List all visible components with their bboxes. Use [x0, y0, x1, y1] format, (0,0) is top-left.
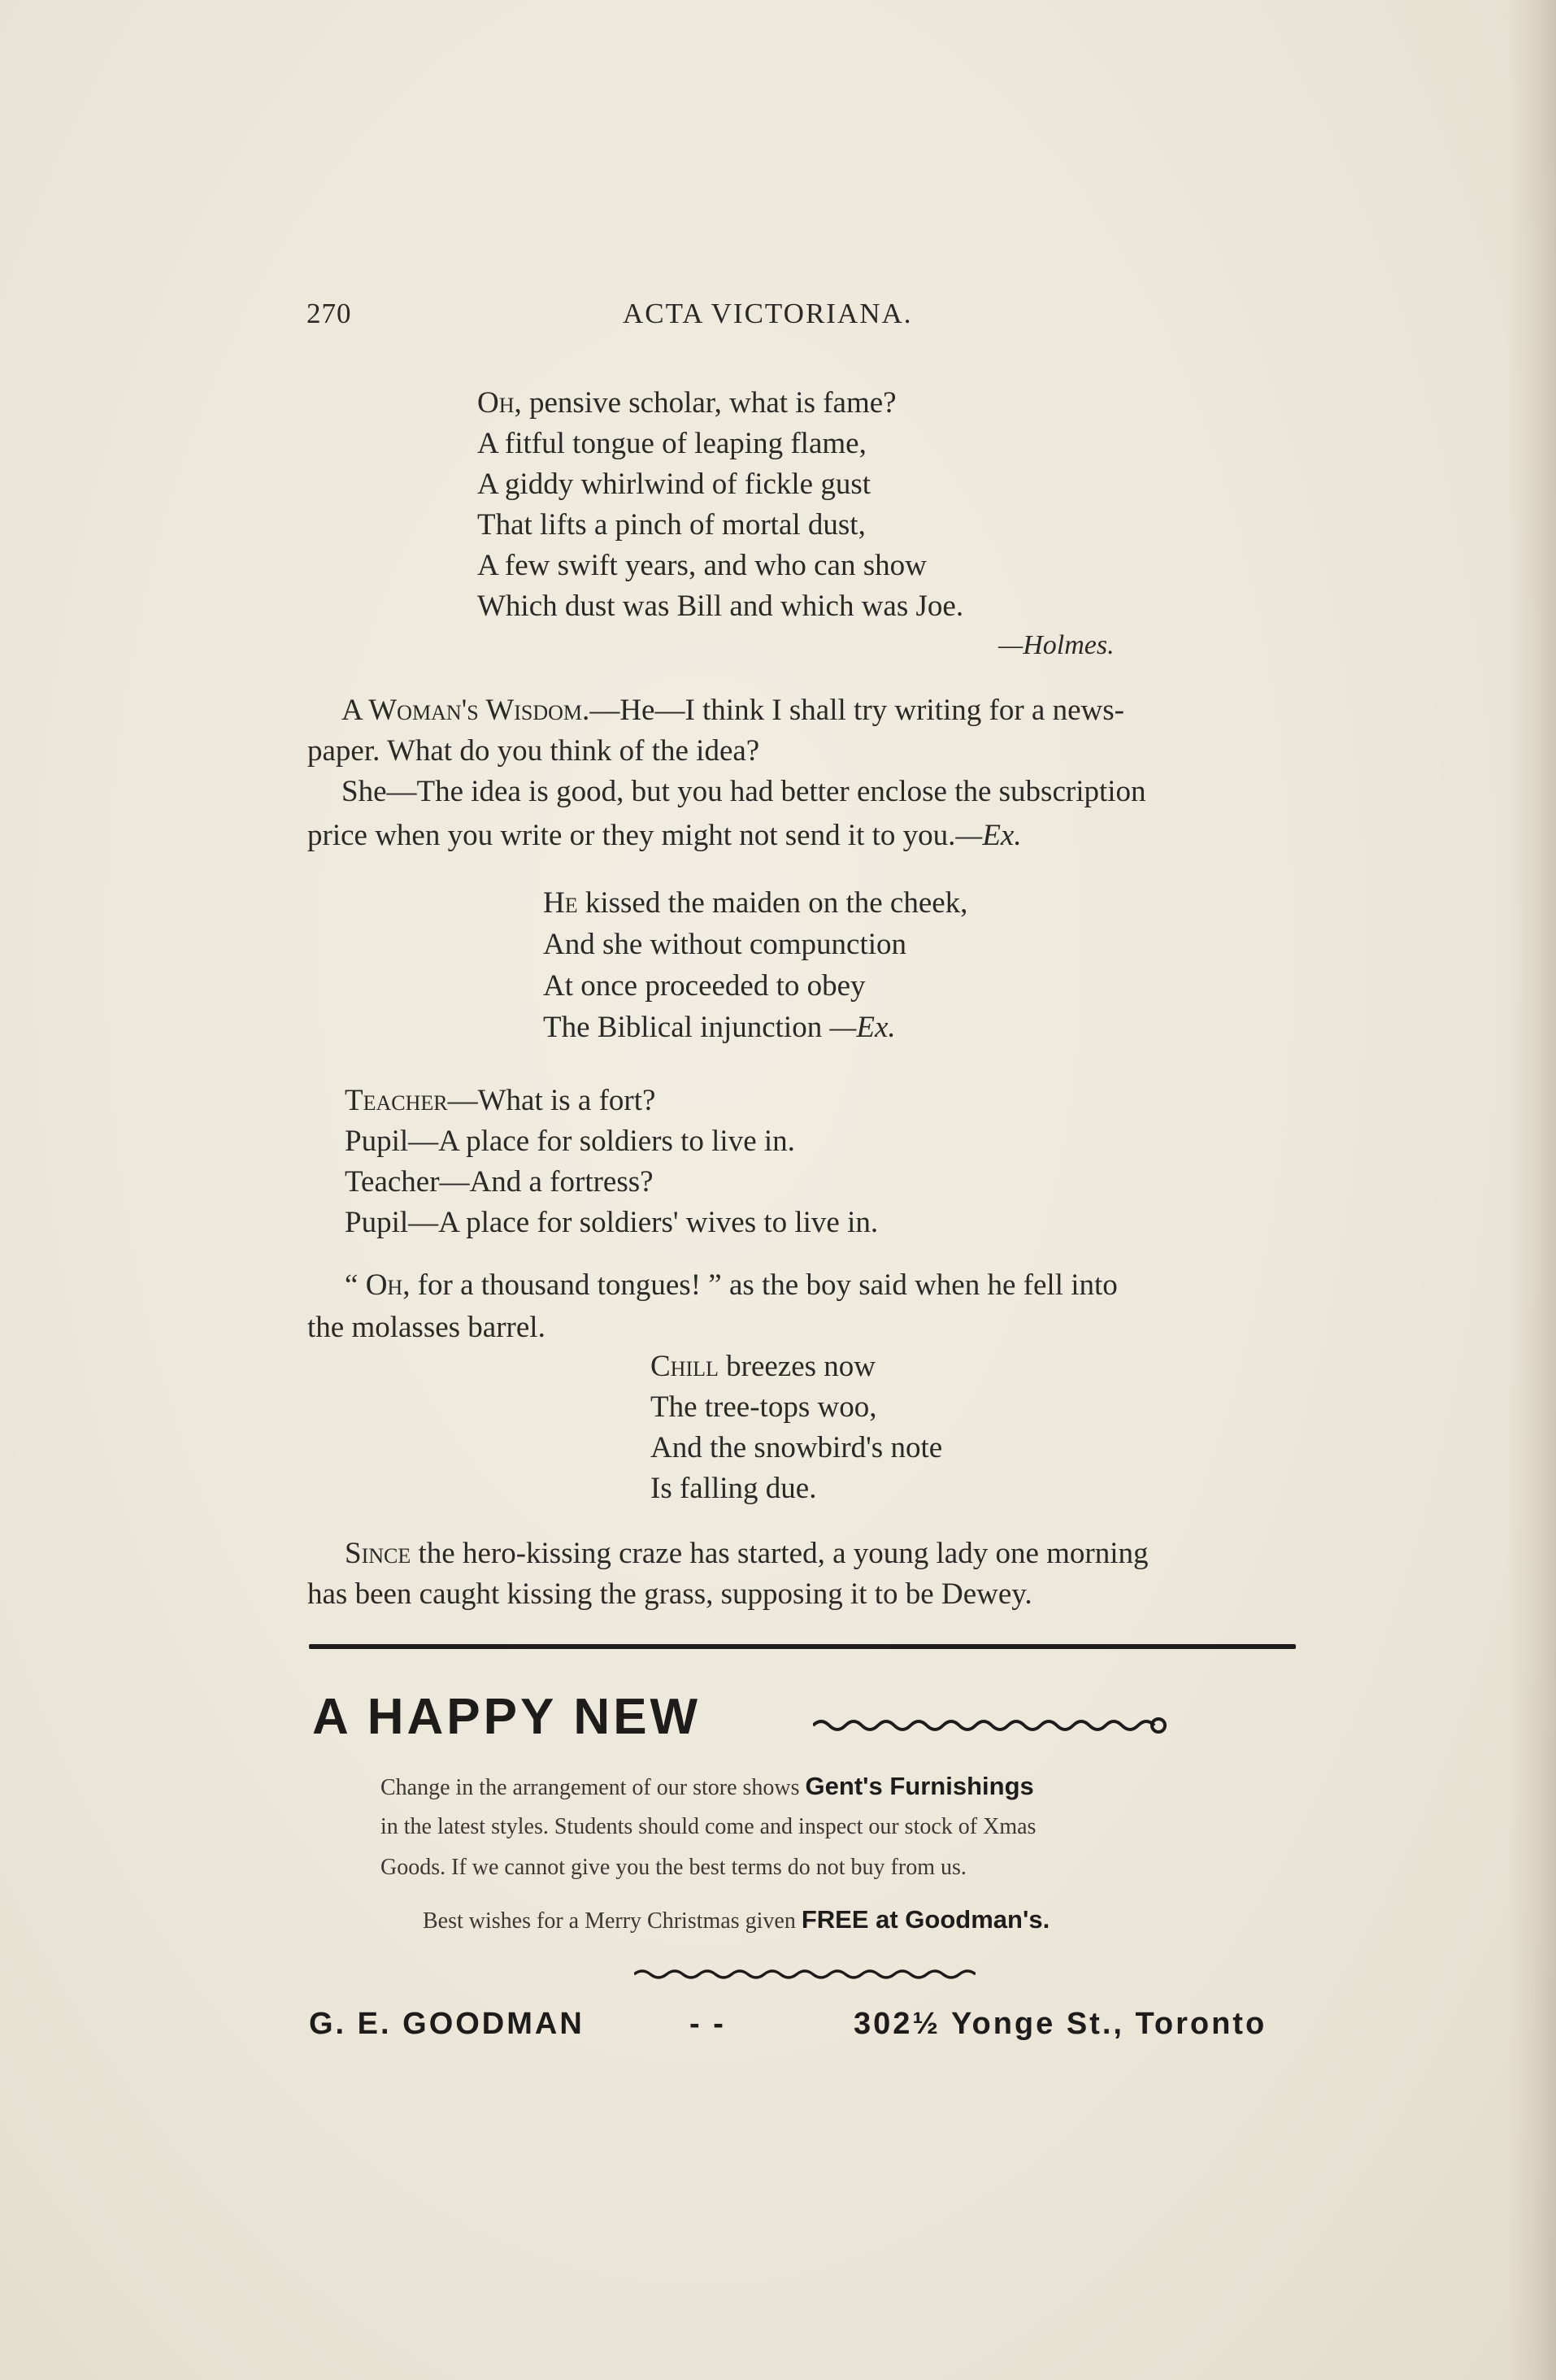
running-head: ACTA VICTORIANA.	[623, 298, 913, 329]
paragraph-line: has been caught kissing the grass, supposing it to be Dewey.	[307, 1577, 1032, 1611]
page-number: 270	[306, 298, 352, 329]
poem-line: At once proceeded to obey	[543, 969, 866, 1003]
section-divider-rule	[309, 1644, 1296, 1649]
poem-attribution: —Holmes.	[998, 630, 1115, 660]
poem-line: That lifts a pinch of mortal dust,	[477, 508, 866, 542]
ad-merchant-name: G. E. GOODMAN	[309, 2007, 585, 2041]
paragraph-line: the molasses barrel.	[307, 1311, 545, 1344]
dialogue-line: Teacher—What is a fort?	[345, 1084, 656, 1117]
poem-line: Is falling due.	[650, 1472, 817, 1505]
poem-line: A few swift years, and who can show	[477, 549, 927, 582]
poem-line: And she without compunction	[543, 928, 907, 961]
dialogue-line: Pupil—A place for soldiers to live in.	[345, 1125, 795, 1158]
ad-text-line: Change in the arrangement of our store shows Gent's Furnishings	[380, 1772, 1034, 1800]
ad-merchant-address: 302½ Yonge St., Toronto	[854, 2007, 1267, 2041]
paragraph-line: paper. What do you think of the idea?	[307, 734, 760, 768]
paragraph-line: “ Oh, for a thousand tongues! ” as the boy said when he fell into	[345, 1268, 1118, 1302]
source-credit: —Ex.	[829, 1011, 896, 1044]
poem-line: A giddy whirlwind of fickle gust	[477, 468, 871, 501]
poem-line: Oh, pensive scholar, what is fame?	[477, 386, 897, 420]
paragraph-line: Since the hero-kissing craze has started, a young lady one morning	[345, 1537, 1149, 1570]
page-edge-shadow	[1507, 0, 1556, 2380]
ad-text-line: in the latest styles. Students should come and inspect our stock of Xmas	[380, 1814, 1037, 1839]
ad-flourish	[813, 1708, 1171, 1740]
section-heading: A Woman's Wisdom.	[341, 694, 590, 727]
poem-line: Which dust was Bill and which was Joe.	[477, 590, 964, 623]
ad-footer-separator: - -	[689, 2007, 726, 2041]
paragraph-line: price when you write or they might not send it to you.—Ex.	[307, 819, 1022, 852]
poem-line: The Biblical injunction —Ex.	[543, 1011, 896, 1044]
paragraph-line: She—The idea is good, but you had better enclose the subscription	[341, 775, 1146, 808]
poem-line: He kissed the maiden on the cheek,	[543, 886, 968, 920]
poem-line: And the snowbird's note	[650, 1431, 943, 1464]
poem-line: Chill breezes now	[650, 1350, 876, 1383]
page-header	[0, 298, 1556, 338]
paragraph-line: A Woman's Wisdom.—He—I think I shall try writing for a news-	[341, 694, 1124, 727]
dialogue-line: Teacher—And a fortress?	[345, 1165, 654, 1199]
ad-text-line: Goods. If we cannot give you the best terms do not buy from us.	[380, 1855, 967, 1880]
poem-line: The tree-tops woo,	[650, 1390, 877, 1424]
ad-wavy-divider	[634, 1966, 976, 1982]
ad-headline: A HAPPY NEW	[312, 1689, 702, 1745]
poem-line: A fitful tongue of leaping flame,	[477, 427, 867, 460]
dialogue-line: Pupil—A place for soldiers' wives to live in.	[345, 1206, 879, 1239]
ad-text-line: Best wishes for a Merry Christmas given FREE at Goodman's.	[423, 1905, 1050, 1934]
source-credit: —Ex.	[955, 819, 1022, 852]
